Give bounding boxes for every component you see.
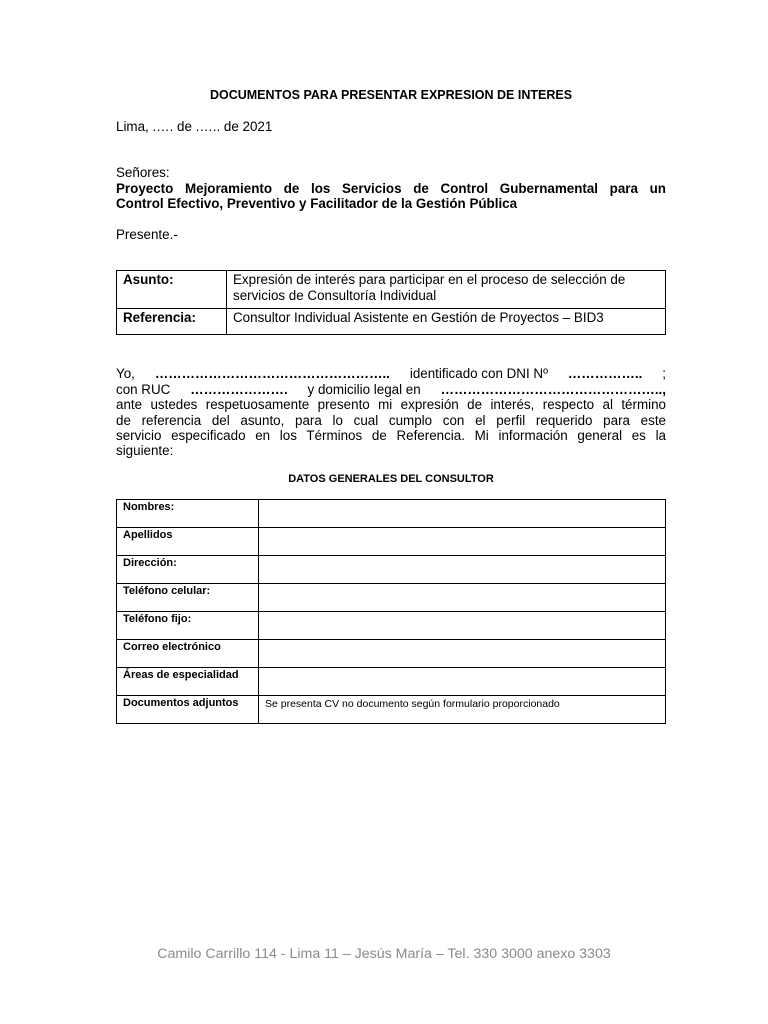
apellidos-label: Apellidos xyxy=(117,528,259,556)
body-line-2 xyxy=(116,382,666,398)
dni-text: identificado con DNI Nº xyxy=(409,366,548,381)
asunto-label: Asunto: xyxy=(117,271,227,309)
telefono-celular-value xyxy=(259,584,666,612)
nombres-label: Nombres: xyxy=(117,500,259,528)
presente-line: Presente.- xyxy=(116,227,178,242)
correo-label: Correo electrónico xyxy=(117,640,259,668)
table-row xyxy=(117,612,666,640)
nombres-value xyxy=(259,500,666,528)
asunto-value: Expresión de interés para participar en el proceso de selección de servicios de Consultoría Individual xyxy=(227,271,666,309)
referencia-value: Consultor Individual Asistente en Gestión de Proyectos – BID3 xyxy=(227,309,666,335)
correo-value xyxy=(259,640,666,668)
reference-table xyxy=(116,270,666,335)
areas-value xyxy=(259,668,666,696)
direccion-value xyxy=(259,556,666,584)
direccion-label: Dirección: xyxy=(117,556,259,584)
body-line-3: ante ustedes respetuosamente presento mi expresión de interés, respecto al término xyxy=(116,397,666,412)
date-line: Lima, .…. de .….. de 2021 xyxy=(116,119,273,134)
apellidos-value xyxy=(259,528,666,556)
body-line-6: siguiente: xyxy=(116,443,174,458)
ruc-text: con RUC xyxy=(116,382,171,397)
semicolon-text: ; xyxy=(662,366,666,381)
document-title: DOCUMENTOS PARA PRESENTAR EXPRESION DE INTERES xyxy=(209,88,573,102)
documentos-value: Se presenta CV no documento según formulario proporcionado xyxy=(259,696,666,724)
referencia-label: Referencia: xyxy=(117,309,227,335)
salutation: Señores: xyxy=(116,165,170,180)
domicilio-dots: ………………………………………….., xyxy=(440,382,666,397)
table-row xyxy=(117,640,666,668)
domicilio-text: y domicilio legal en xyxy=(307,382,421,397)
section-title: DATOS GENERALES DEL CONSULTOR xyxy=(288,473,494,485)
table-row xyxy=(117,668,666,696)
table-row xyxy=(117,696,666,724)
referencia-row xyxy=(117,309,666,335)
table-row xyxy=(117,584,666,612)
body-line-1 xyxy=(116,366,666,382)
recipient-line-2: Control Efectivo, Preventivo y Facilitador de la Gestión Pública xyxy=(116,196,518,211)
dni-dots: …………….. xyxy=(567,366,643,381)
areas-label: Áreas de especialidad xyxy=(117,668,259,696)
body-line-4: de referencia del asunto, para lo cual cumplo con el perfil requerido para este xyxy=(116,413,666,428)
name-dots: …………………………………………….. xyxy=(154,366,390,381)
table-row xyxy=(117,500,666,528)
table-row xyxy=(117,556,666,584)
recipient-line-1: Proyecto Mejoramiento de los Servicios de Control Gubernamental para un xyxy=(116,181,666,196)
body-line-5: servicio especificado en los Términos de Referencia. Mi información general es la xyxy=(116,428,666,443)
asunto-row xyxy=(117,271,666,309)
consultor-table xyxy=(116,499,666,724)
telefono-fijo-value xyxy=(259,612,666,640)
telefono-fijo-label: Teléfono fijo: xyxy=(117,612,259,640)
ruc-dots: …………………. xyxy=(190,382,288,397)
documentos-label: Documentos adjuntos xyxy=(117,696,259,724)
footer-address: Camilo Carrillo 114 - Lima 11 – Jesús María – Tel. 330 3000 anexo 3303 xyxy=(157,946,611,962)
yo-text: Yo, xyxy=(116,366,135,381)
telefono-celular-label: Teléfono celular: xyxy=(117,584,259,612)
table-row xyxy=(117,528,666,556)
